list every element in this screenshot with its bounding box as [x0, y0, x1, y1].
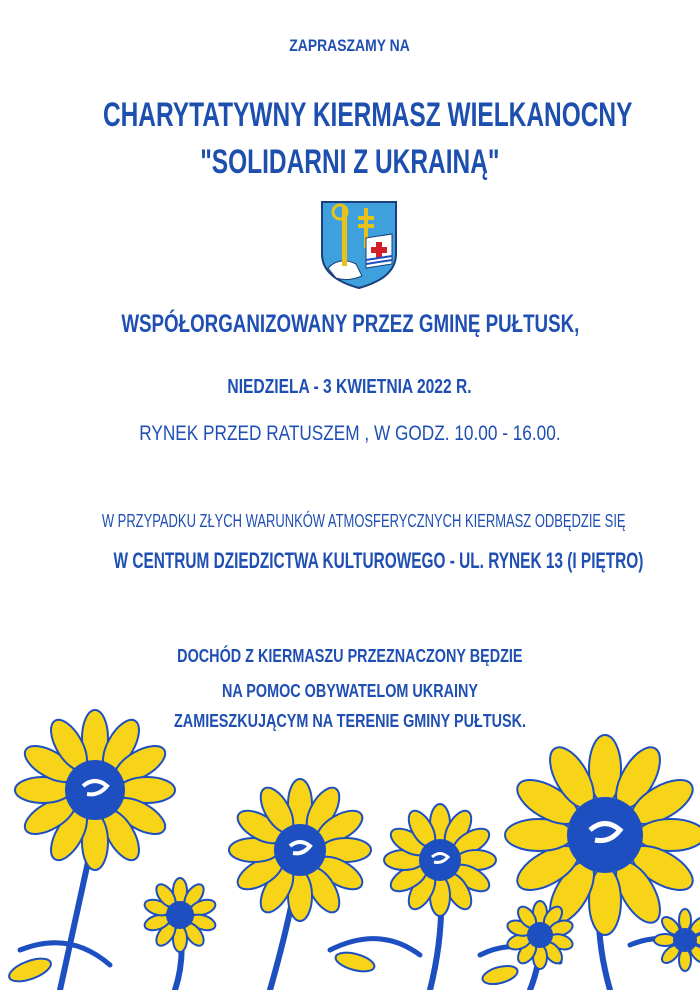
- event-title-line2: [0, 143, 700, 182]
- event-place-time: [0, 422, 700, 446]
- income-line-2: [0, 681, 700, 702]
- invite-text: [0, 36, 700, 56]
- income-line-1: [0, 646, 700, 667]
- sunflower-2: [229, 779, 371, 921]
- coorganizer-label: WSPÓŁORGANIZOWANY PRZEZ GMINĘ PUŁTUSK,: [120, 310, 579, 338]
- bad-weather-location: [0, 548, 700, 574]
- income-text-1: DOCHÓD Z KIERMASZU PRZEZNACZONY BĘDZIE: [177, 646, 523, 666]
- coat-of-arms-icon: [318, 198, 400, 290]
- income-text-3: ZAMIESZKUJĄCYM NA TERENIE GMINY PUŁTUSK.: [173, 711, 527, 731]
- event-date: [0, 376, 700, 399]
- event-place-time-label: RYNEK PRZED RATUSZEM , W GODZ. 10.00 - 16.00.: [139, 422, 561, 445]
- sunflower-5: [143, 878, 218, 952]
- leaves: [6, 949, 519, 987]
- event-date-label: NIEDZIELA - 3 KWIETNIA 2022 R.: [227, 376, 473, 398]
- bad-weather-label: W PRZYPADKU ZŁYCH WARUNKÓW ATMOSFERYCZNYCH KIERMASZ ODBĘDZIE SIĘ: [101, 511, 626, 531]
- sunflower-7: [654, 909, 700, 971]
- income-text-2: NA POMOC OBYWATELOM UKRAINY: [222, 681, 478, 701]
- bad-weather-note: [0, 511, 700, 532]
- event-title-text1: CHARYTATYWNY KIERMASZ WIELKANOCNY: [102, 96, 633, 134]
- event-title-text2: "SOLIDARNI Z UKRAINĄ": [200, 143, 500, 181]
- sunflower-1: [15, 710, 175, 870]
- sunflowers-illustration: [0, 700, 700, 990]
- invite-label: ZAPRASZAMY NA: [289, 36, 411, 55]
- sunflower-3: [384, 804, 496, 916]
- bad-weather-location-label: W CENTRUM DZIEDZICTWA KULTUROWEGO - UL. RYNEK 13 (I PIĘTRO): [113, 548, 644, 573]
- coorganizer-text: [0, 310, 700, 339]
- event-title-line1: [0, 96, 700, 135]
